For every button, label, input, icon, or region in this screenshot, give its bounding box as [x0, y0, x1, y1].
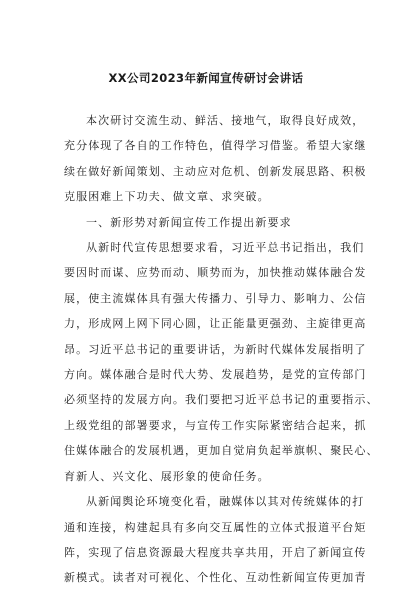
- text-line: 住媒体融合的发展机遇，更加自觉肩负起举旗帜、聚民心、: [64, 444, 379, 458]
- text-line: 力，形成网上网下同心圆，让正能量更强劲、主旋律更高: [64, 317, 367, 331]
- text-line: 从新时代宣传思想要求看，习近平总书记指出，我们: [86, 241, 365, 255]
- text-line: 昂。习近平总书记的重要讲话，为新时代媒体发展指明了: [64, 342, 367, 356]
- text-line: 一、新形势对新闻宣传工作提出新要求: [86, 215, 292, 229]
- text-line: 展，使主流媒体具有强大传播力、引导力、影响力、公信: [64, 291, 367, 305]
- text-line: 从新闻舆论环境变化看，融媒体以其对传统媒体的打: [86, 495, 365, 509]
- text-line: 通和连接，构建起具有多向交互属性的立体式报道平台矩: [64, 520, 367, 534]
- text-line: 必须坚持的发展方向。我们要把习近平总书记的重要指示、: [64, 393, 379, 407]
- document-title: XX公司2023年新闻宣传研讨会讲话: [108, 71, 304, 85]
- text-line: 新模式。读者对可视化、个性化、互动性新闻宣传更加青: [64, 571, 367, 585]
- text-line: 育新人、兴文化、展形象的使命任务。: [64, 469, 270, 483]
- paragraph-body: [64, 235, 379, 489]
- section-heading: [64, 210, 348, 235]
- paragraph-intro: [64, 108, 367, 210]
- text-line: 阵，实现了信息资源最大程度共享共用，开启了新闻宣传: [64, 545, 367, 559]
- text-line: 上级党组的部署要求，与宣传工作实际紧密结合起来，抓: [64, 418, 367, 432]
- text-line: 本次研讨交流生动、鲜活、接地气，取得良好成效，: [86, 114, 365, 127]
- text-line: 要因时而谋、应势而动、顺势而为，加快推动媒体融合发: [64, 266, 367, 280]
- paragraph-body: [64, 489, 367, 591]
- text-line: 方向。媒体融合是时代大势、发展趋势，是党的宣传部门: [64, 368, 367, 382]
- text-line: 克服困难上下功夫、做文章、求突破。: [64, 190, 270, 204]
- text-line: 续在做好新闻策划、主动应对危机、创新发展思路、积极: [64, 164, 367, 178]
- text-line: 充分体现了各自的工作特色，值得学习借鉴。希望大家继: [64, 139, 367, 153]
